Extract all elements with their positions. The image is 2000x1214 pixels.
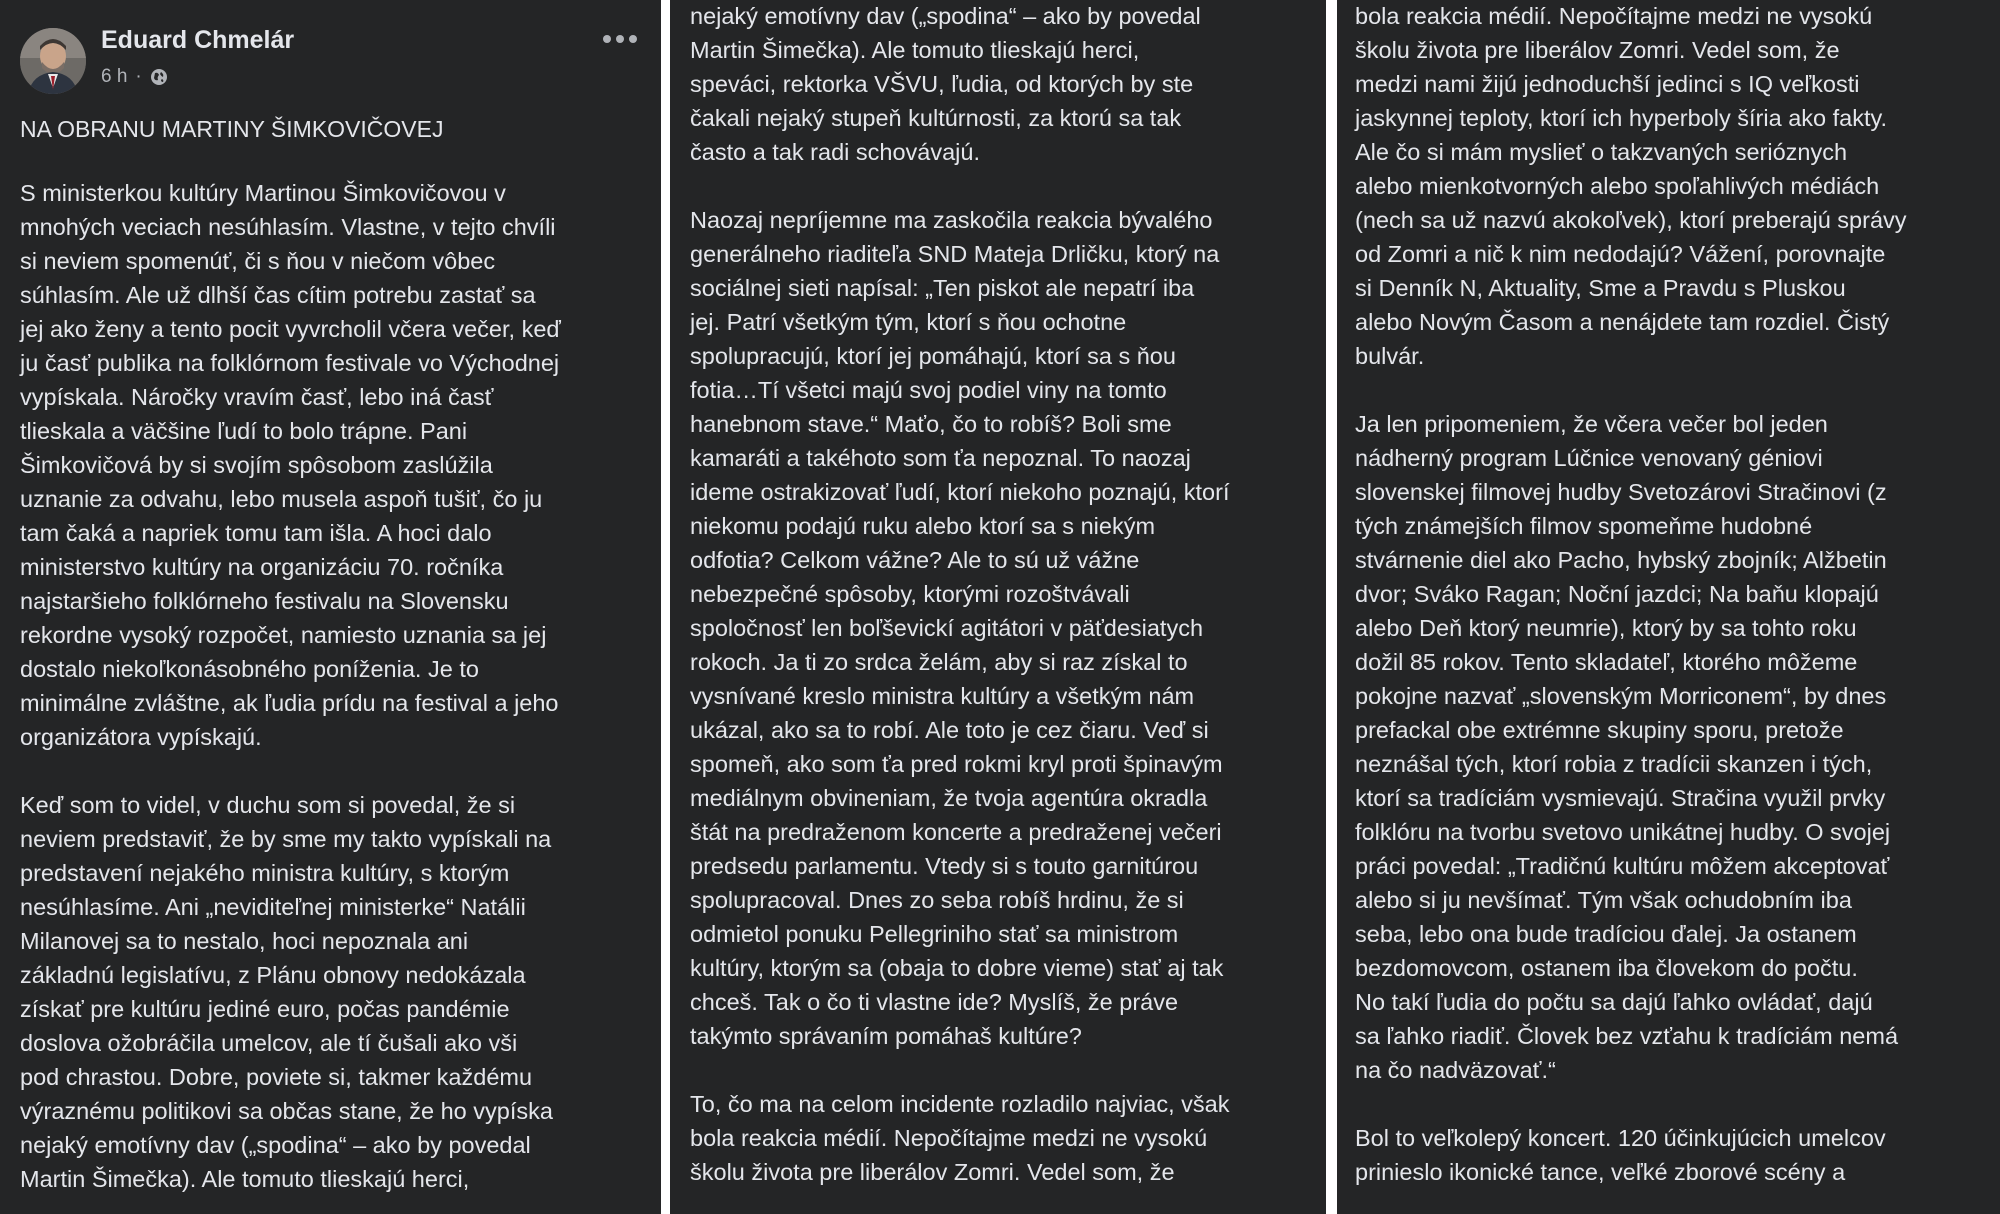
text-line: dožil 85 rokov. Tento skladateľ, ktorého môžeme xyxy=(1355,649,1858,675)
text-line: súhlasím. Ale už dlhší čas cítim potrebu zastať sa xyxy=(20,282,536,308)
text-line: často a tak radi schovávajú. xyxy=(690,139,980,165)
text-line: No takí ľudia do počtu sa dajú ľahko ovládať, dajú xyxy=(1355,989,1873,1015)
text-line: nesúhlasíme. Ani „neviditeľnej ministerke“ Natálii xyxy=(20,894,526,920)
text-line: vypískala. Náročky vravím časť, lebo iná časť xyxy=(20,384,494,410)
text-line: ukázal, ako sa to robí. Ale toto je cez čiaru. Veď si xyxy=(690,717,1209,743)
text-line: tlieskala a väčšine ľudí to bolo trápne. Pani xyxy=(20,418,468,444)
text-line: rekordne vysoký rozpočet, namiesto uznania sa jej xyxy=(20,622,547,648)
text-line: na čo nadväzovať.“ xyxy=(1355,1057,1556,1083)
text-line: neznášal tých, ktorí robia z tradícii skanzen i tých, xyxy=(1355,751,1873,777)
text-line: chceš. Tak o čo ti vlastne ide? Myslíš, že práve xyxy=(690,989,1179,1015)
text-line: uznanie za odvahu, lebo musela aspoň tušiť, čo ju xyxy=(20,486,543,512)
text-line: ministerstvo kultúry na organizáciu 70. ročníka xyxy=(20,554,504,580)
text-line: spoločnosť len boľševickí agitátori v päťdesiatych xyxy=(690,615,1204,641)
text-line: S ministerkou kultúry Martinou Šimkovičovou v xyxy=(20,180,506,206)
text-line: tých známejších filmov spomeňme hudobné xyxy=(1355,513,1813,539)
text-line: Milanovej sa to nestalo, hoci nepoznala ani xyxy=(20,928,469,954)
text-line: ideme ostrakizovať ľudí, ktorí niekoho poznajú, ktorí xyxy=(690,479,1230,505)
globe-icon xyxy=(150,68,168,86)
text-line: odfotia? Celkom vážne? Ale to sú už vážne xyxy=(690,547,1140,573)
text-line: slovenskej filmovej hudby Svetozárovi Stračinovi (z xyxy=(1355,479,1887,505)
text-line: nebezpečné spôsoby, ktorými rozoštvávali xyxy=(690,581,1130,607)
text-line: spomeň, ako som ťa pred rokmi kryl proti špinavým xyxy=(690,751,1223,777)
author-name[interactable]: Eduard Chmelár xyxy=(101,26,295,54)
text-line: nádherný program Lúčnice venovaný géniovi xyxy=(1355,445,1823,471)
text-line: bola reakcia médií. Nepočítajme medzi ne vysokú xyxy=(690,1125,1208,1151)
text-line: organizátora vypískajú. xyxy=(20,724,262,750)
text-line: pod chrastou. Dobre, poviete si, takmer každému xyxy=(20,1064,533,1090)
text-line: bezdomovcom, ostanem iba človekom do počtu. xyxy=(1355,955,1858,981)
text-line: alebo si ju nevšímať. Tým však ochudobním iba xyxy=(1355,887,1852,913)
text-line: (nech sa už nazvú akokoľvek), ktorí preberajú správy xyxy=(1355,207,1907,233)
text-line: školu života pre liberálov Zomri. Vedel som, že xyxy=(1355,37,1840,63)
text-line: sa ľahko riadiť. Človek bez vzťahu k tradíciám nemá xyxy=(1355,1023,1899,1049)
text-line: alebo mienkotvorných alebo spoľahlivých médiách xyxy=(1355,173,1880,199)
text-line: ktorí sa tradíciám vysmievajú. Stračina využil prvky xyxy=(1355,785,1886,811)
text-line: Ja len pripomeniem, že včera večer bol jeden xyxy=(1355,411,1828,437)
more-options-icon xyxy=(602,34,638,44)
text-line: si neviem spomenúť, či s ňou v niečom vôbec xyxy=(20,248,496,274)
text-line: kultúry, ktorým sa (obaja to dobre vieme) stať aj tak xyxy=(690,955,1224,981)
post-header xyxy=(20,0,641,100)
text-line: mnohých veciach nesúhlasím. Vlastne, v tejto chvíli xyxy=(20,214,556,240)
paragraph-gap xyxy=(1355,373,1982,407)
text-line: takýmto správaním pomáhaš kultúre? xyxy=(690,1023,1082,1049)
post-meta: 6 h · xyxy=(101,66,168,88)
avatar-image xyxy=(20,28,86,94)
text-line: folklóru na tvorbu svetovo unikátnej hudby. O svojej xyxy=(1355,819,1891,845)
text-line: mediálnym obvineniam, že tvoja agentúra okradla xyxy=(690,785,1208,811)
text-line: jej. Patrí všetkým tým, ktorí s ňou ochotne xyxy=(690,309,1127,335)
text-line: predsedu parlamentu. Vtedy si s touto garnitúrou xyxy=(690,853,1199,879)
text-line: pokojne nazvať „slovenským Morriconem“, by dnes xyxy=(1355,683,1887,709)
paragraph-gap xyxy=(1355,1087,1982,1121)
text-line: výraznému politikovi sa občas stane, že ho vypíska xyxy=(20,1098,553,1124)
post-text xyxy=(20,176,641,1196)
more-options-button[interactable] xyxy=(599,26,641,52)
text-line: Šimkovičová by si svojím spôsobom zaslúžila xyxy=(20,452,493,478)
text-line: doslova ožobráčila umelcov, ale tí čušali ako vši xyxy=(20,1030,518,1056)
text-line: minimálne zvláštne, ak ľudia prídu na festival a jeho xyxy=(20,690,559,716)
text-line: medzi nami žijú jednoduchší jedinci s IQ veľkosti xyxy=(1355,71,1860,97)
text-line: vysnívané kreslo ministra kultúry a všetkým nám xyxy=(690,683,1195,709)
text-line: čakali nejaký stupeň kultúrnosti, za ktorú sa tak xyxy=(690,105,1182,131)
text-line: bulvár. xyxy=(1355,343,1425,369)
text-line: generálneho riaditeľa SND Mateja Drličku, ktorý na xyxy=(690,241,1220,267)
text-line: najstaršieho folklórneho festivalu na Slovensku xyxy=(20,588,509,614)
text-line: štát na predraženom koncerte a predraženej večeri xyxy=(690,819,1222,845)
text-line: hanebnom stave.“ Maťo, čo to robíš? Boli sme xyxy=(690,411,1172,437)
text-line: sociálnej sieti napísal: „Ten piskot ale nepatrí iba xyxy=(690,275,1195,301)
post-text xyxy=(1355,0,1982,1189)
text-line: tam čaká a napriek tomu tam išla. A hoci dalo xyxy=(20,520,492,546)
text-line: alebo Deň ktorý neumrie), ktorý by sa tohto roku xyxy=(1355,615,1857,641)
text-line: spolupracujú, ktorí jej pomáhajú, ktorí sa s ňou xyxy=(690,343,1176,369)
text-line: rokoch. Ja ti zo srdca želám, aby si raz získal to xyxy=(690,649,1188,675)
paragraph-gap xyxy=(690,1053,1306,1087)
text-line: nejaký emotívny dav („spodina“ – ako by povedal xyxy=(20,1132,531,1158)
paragraph-gap xyxy=(690,169,1306,203)
text-line: školu života pre liberálov Zomri. Vedel som, že xyxy=(690,1159,1175,1185)
text-line: odmietol ponuku Pellegriniho stať sa ministrom xyxy=(690,921,1179,947)
text-line: ju časť publika na folklórnom festivale vo Východnej xyxy=(20,350,560,376)
text-line: neviem predstaviť, že by sme my takto vypískali na xyxy=(20,826,552,852)
text-line: dostalo niekoľkonásobného poníženia. Je to xyxy=(20,656,479,682)
post-column-2 xyxy=(670,0,1326,1214)
text-line: kamaráti a takéhoto som ťa nepoznal. To naozaj xyxy=(690,445,1191,471)
text-line: dvor; Sváko Ragan; Noční jazdci; Na baňu klopajú xyxy=(1355,581,1879,607)
text-line: Ale čo si mám myslieť o takzvaných serióznych xyxy=(1355,139,1848,165)
text-line: základnú legislatívu, z Plánu obnovy nedokázala xyxy=(20,962,526,988)
text-line: Keď som to videl, v duchu som si povedal, že si xyxy=(20,792,516,818)
post-column-3 xyxy=(1337,0,2000,1214)
text-line: fotia…Tí všetci majú svoj podiel viny na tomto xyxy=(690,377,1167,403)
text-line: Martin Šimečka). Ale tomuto tlieskajú herci, xyxy=(690,37,1140,63)
post-title: NA OBRANU MARTINY ŠIMKOVIČOVEJ xyxy=(20,116,444,142)
text-line: práci povedal: „Tradičnú kultúru môžem akceptovať xyxy=(1355,853,1890,879)
text-line: To, čo ma na celom incidente rozladilo najviac, však xyxy=(690,1091,1230,1117)
text-line: jej ako ženy a tento pocit vyvrcholil včera večer, keď xyxy=(20,316,561,342)
post-text xyxy=(690,0,1306,1189)
text-line: od Zomri a nič k nim nedodajú? Vážení, porovnajte xyxy=(1355,241,1886,267)
text-line: Martin Šimečka). Ale tomuto tlieskajú herci, xyxy=(20,1166,470,1192)
text-line: Naozaj nepríjemne ma zaskočila reakcia bývalého xyxy=(690,207,1213,233)
text-line: Bol to veľkolepý koncert. 120 účinkujúcich umelcov xyxy=(1355,1125,1886,1151)
author-avatar[interactable] xyxy=(20,28,86,94)
text-line: seba, lebo ona bude tradíciou ďalej. Ja ostanem xyxy=(1355,921,1857,947)
text-line: nejaký emotívny dav („spodina“ – ako by povedal xyxy=(690,3,1201,29)
text-line: alebo Novým Časom a nenájdete tam rozdiel. Čistý xyxy=(1355,309,1890,335)
text-line: predstavení nejakého ministra kultúry, s ktorým xyxy=(20,860,510,886)
text-line: speváci, rektorka VŠVU, ľudia, od ktorých by ste xyxy=(690,71,1194,97)
paragraph-gap xyxy=(20,754,641,788)
text-line: získať pre kultúru jediné euro, počas pandémie xyxy=(20,996,510,1022)
text-line: niekomu podajú ruku alebo ktorí sa s niekým xyxy=(690,513,1156,539)
text-line: stvárnenie diel ako Pacho, hybský zbojník; Alžbetin xyxy=(1355,547,1887,573)
post-column-1 xyxy=(0,0,661,1214)
text-line: jaskynnej teploty, ktorí ich hyperboly šíria ako fakty. xyxy=(1355,105,1888,131)
text-line: si Denník N, Aktuality, Sme a Pravdu s Pluskou xyxy=(1355,275,1846,301)
text-line: prefackal obe extrémne skupiny sporu, pretože xyxy=(1355,717,1844,743)
text-line: spolupracoval. Dnes zo seba robíš hrdinu, že si xyxy=(690,887,1184,913)
text-line: prinieslo ikonické tance, veľké zborové scény a xyxy=(1355,1159,1846,1185)
post-time[interactable]: 6 h xyxy=(101,66,128,87)
text-line: bola reakcia médií. Nepočítajme medzi ne vysokú xyxy=(1355,3,1873,29)
